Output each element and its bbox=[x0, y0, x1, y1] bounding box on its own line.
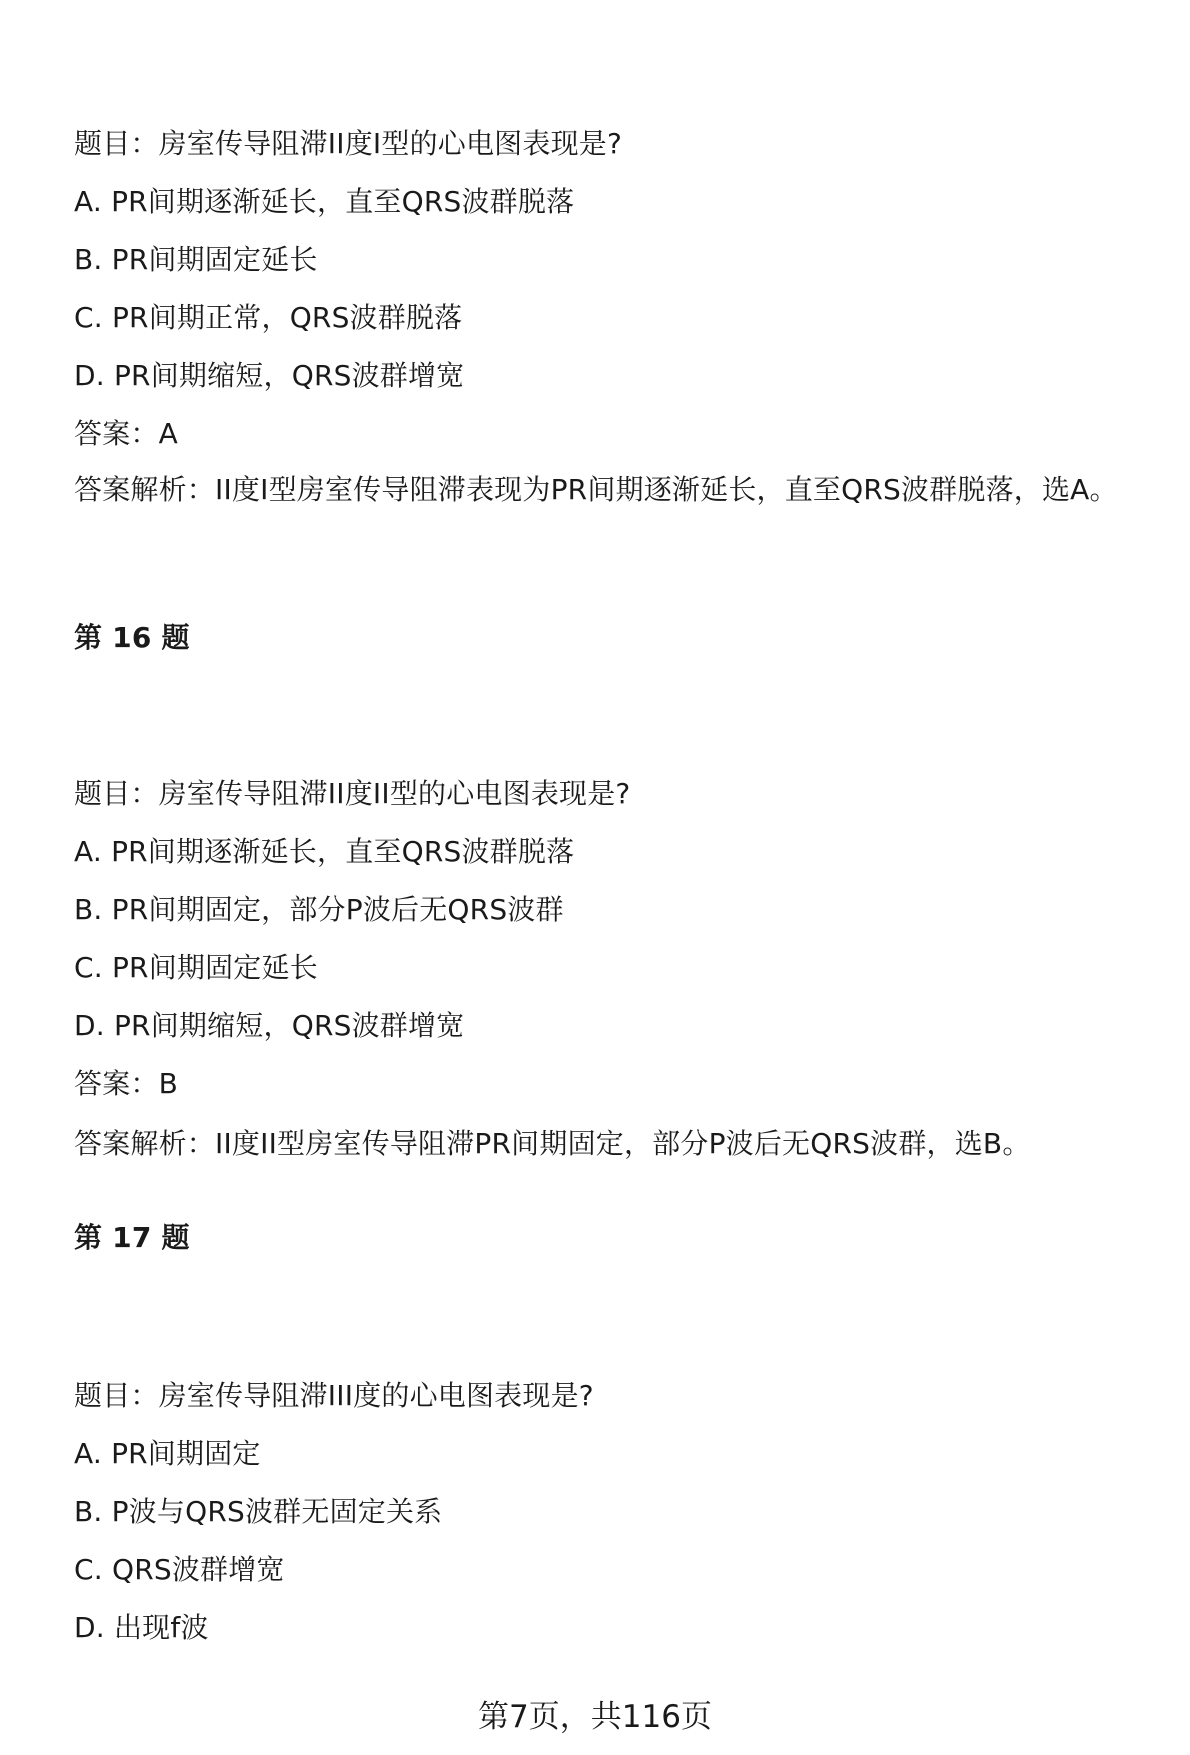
q15-option-d: D. PR间期缩短，QRS波群增宽 bbox=[74, 359, 465, 392]
q17-question: 题目：房室传导阻滞III度的心电图表现是? bbox=[74, 1379, 594, 1412]
q15-explanation: 答案解析：II度I型房室传导阻滞表现为PR间期逐渐延长，直至QRS波群脱落，选A。 bbox=[74, 473, 1118, 506]
q16-option-a: A. PR间期逐渐延长，直至QRS波群脱落 bbox=[74, 835, 575, 868]
q16-option-b: B. PR间期固定，部分P波后无QRS波群 bbox=[74, 893, 564, 926]
q17-heading: 第 17 题 bbox=[74, 1221, 190, 1254]
q16-option-c: C. PR间期固定延长 bbox=[74, 951, 318, 984]
q15-option-a: A. PR间期逐渐延长，直至QRS波群脱落 bbox=[74, 185, 575, 218]
q15-option-c: C. PR间期正常，QRS波群脱落 bbox=[74, 301, 463, 334]
q17-option-a: A. PR间期固定 bbox=[74, 1437, 261, 1470]
q16-heading: 第 16 题 bbox=[74, 621, 190, 654]
q16-explanation: 答案解析：II度II型房室传导阻滞PR间期固定，部分P波后无QRS波群，选B。 bbox=[74, 1127, 1031, 1160]
page-number: 第7页，共116页 bbox=[478, 1699, 712, 1735]
q16-question: 题目：房室传导阻滞II度II型的心电图表现是? bbox=[74, 777, 631, 810]
q15-question: 题目：房室传导阻滞II度I型的心电图表现是? bbox=[74, 127, 623, 160]
q17-option-d: D. 出现f波 bbox=[74, 1611, 209, 1644]
q16-option-d: D. PR间期缩短，QRS波群增宽 bbox=[74, 1009, 465, 1042]
q17-option-c: C. QRS波群增宽 bbox=[74, 1553, 285, 1586]
q16-answer: 答案：B bbox=[74, 1067, 179, 1100]
q17-option-b: B. P波与QRS波群无固定关系 bbox=[74, 1495, 443, 1528]
q15-answer: 答案：A bbox=[74, 417, 178, 450]
q15-option-b: B. PR间期固定延长 bbox=[74, 243, 318, 276]
